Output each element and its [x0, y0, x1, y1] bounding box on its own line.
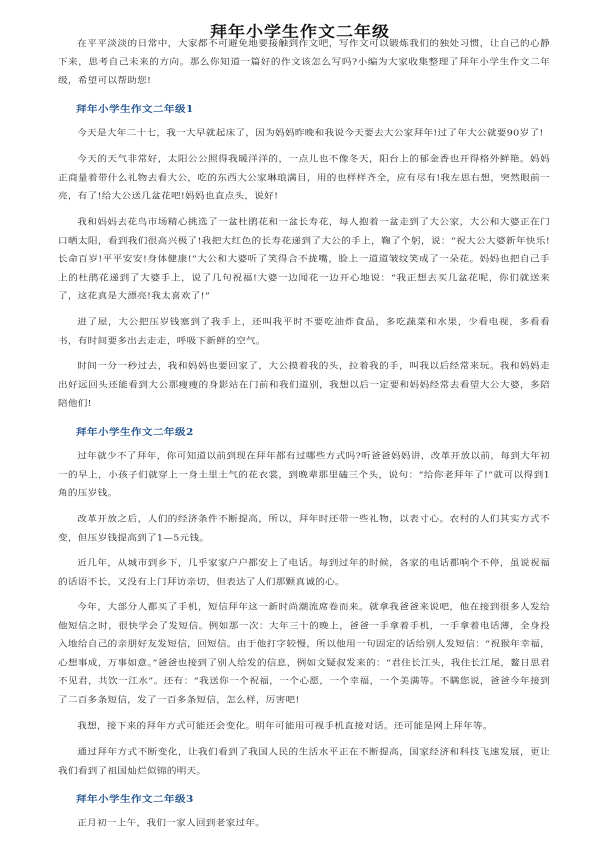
- document-title: 拜年小学生作文二年级: [210, 23, 390, 41]
- section-2-paragraph-3: 近几年，从城市到乡下，几乎家家户户都安上了电话。每到过年的时候，各家的电话都响个不停，虽说祝福的话语不长，又没有上门拜访亲切，但表达了人们那颗真诚的心。: [58, 558, 550, 587]
- section-2-paragraph-4: 今年，大部分人都买了手机，短信拜年这一新时尚潮流席卷而来。就拿我爸爸来说吧，他在接到很多人发给他短信之时，很快学会了发短信。例如那一次：大年三十的晚上，爸爸一手拿着手机，一手拿着电话薄，全身投入地给自己的亲朋好友发短信，回短信。由于他打字较慢，所以他用一句固定的话给别人发短信：“祝猴年幸福，心想事成，万事如意。”爸爸也接到了别人给发的信息，例如文疑叔发来的：“君住长江头，我住长江尾，鳌日思君不见君，共饮一江水”。还有：“我送你一个祝福，一个心愿，一个幸福，一个美满等。不瞒您说，爸爸今年接到了二百多条短信，发了一百多条短信，怎么样，厉害吧!: [58, 602, 550, 706]
- section-heading-1: 拜年小学生作文二年级1: [76, 104, 194, 115]
- intro-paragraph: 在平平淡淡的日常中，大家都不可避免地要接触到作文吧，写作文可以锻炼我们的独处习惯，让自己的心静下来，思考自己未来的方向。那么你知道一篇好的作文该怎么写吗?小编为大家收集整理了拜年小学生作文二年级，希望可以帮助您!: [58, 38, 550, 86]
- section-2-paragraph-5: 我想，接下来的拜年方式可能还会变化。明年可能用可视手机直接对话。还可能是网上拜年等。: [77, 721, 493, 732]
- section-1-paragraph-1: 今天是大年二十七，我一大早就起床了，因为妈妈昨晚和我说今天要去大公家拜年!过了年大公就要90岁了!: [77, 128, 544, 139]
- section-1-paragraph-5: 时间一分一秒过去，我和妈妈也要回家了，大公摸着我的头，拉着我的手，叫我以后经常来玩。我和妈妈走出好远回头还能看到大公那瘦瘦的身影站在门前和我们道别，我想以后一定要和妈妈经常去看望大公大婆，多陪陪他们!: [58, 361, 550, 409]
- section-2-paragraph-2: 改革开放之后，人们的经济条件不断提高，所以，拜年时还带一些礼物，以表寸心。农村的人们其实方式不变，但压岁钱提高到了1—5元钱。: [58, 514, 550, 543]
- section-heading-2: 拜年小学生作文二年级2: [76, 427, 194, 438]
- section-2-paragraph-6: 通过拜年方式不断变化，让我们看到了我国人民的生活水平正在不断提高，国家经济和科技飞速发展，更让我们看到了祖国灿烂似锦的明天。: [58, 747, 550, 776]
- section-1-paragraph-4: 进了屋，大公把压岁钱塞到了我手上，还叫我平时不要吃油炸食品，多吃蔬菜和水果，少看电视，多看看书，有时间要多出去走走，呼吸下新鲜的空气。: [58, 317, 550, 346]
- section-1-paragraph-2: 今天的天气非常好，太阳公公照得我暖洋洋的，一点儿也不像冬天，阳台上的郁金香也开得格外鲜艳。妈妈正商量着带什么礼物去看大公，吃的东西大公家琳琅满目，用的也样样齐全，应有尽有!我左思右想，突然眼前一亮，有了!给大公送几盆花吧!妈妈也直点头，说好!: [58, 154, 550, 202]
- section-3-paragraph-1: 正月初一上午，我们一家人回到老家过年。: [77, 818, 266, 828]
- section-2-paragraph-1: 过年就少不了拜年，你可知道以前到现在拜年都有过哪些方式吗?听爸爸妈妈讲，改革开放以前，每到大年初一的早上，小孩子们就穿上一身土里土气的花衣裳，到晚辈那里磕三个头，说句：“给你老拜年了!”就可以得到1角的压岁钱。: [58, 451, 550, 499]
- section-heading-3: 拜年小学生作文二年级3: [76, 794, 194, 805]
- section-1-paragraph-3: 我和妈妈去花鸟市场精心挑选了一盆杜鹃花和一盆长寿花，每人抱着一盆走到了大公家，大公和大婆正在门口晒太阳，看到我们很高兴极了!我把大红色的长寿花递到了大公的手上，鞠了个躬，说：“祝大公大婆新年快乐!长命百岁!平平安安!身体健康!”大公和大婆听了笑得合不拢嘴，脸上一道道皱纹笑成了一朵花。妈妈也把自己手上的杜鹃花递到了大婆手上，说了几句祝福!大婆一边闻花一边开心地说：“我正想去买几盆花呢，你们就送来了，这花真是大漂亮!我太喜欢了!”: [58, 217, 550, 302]
